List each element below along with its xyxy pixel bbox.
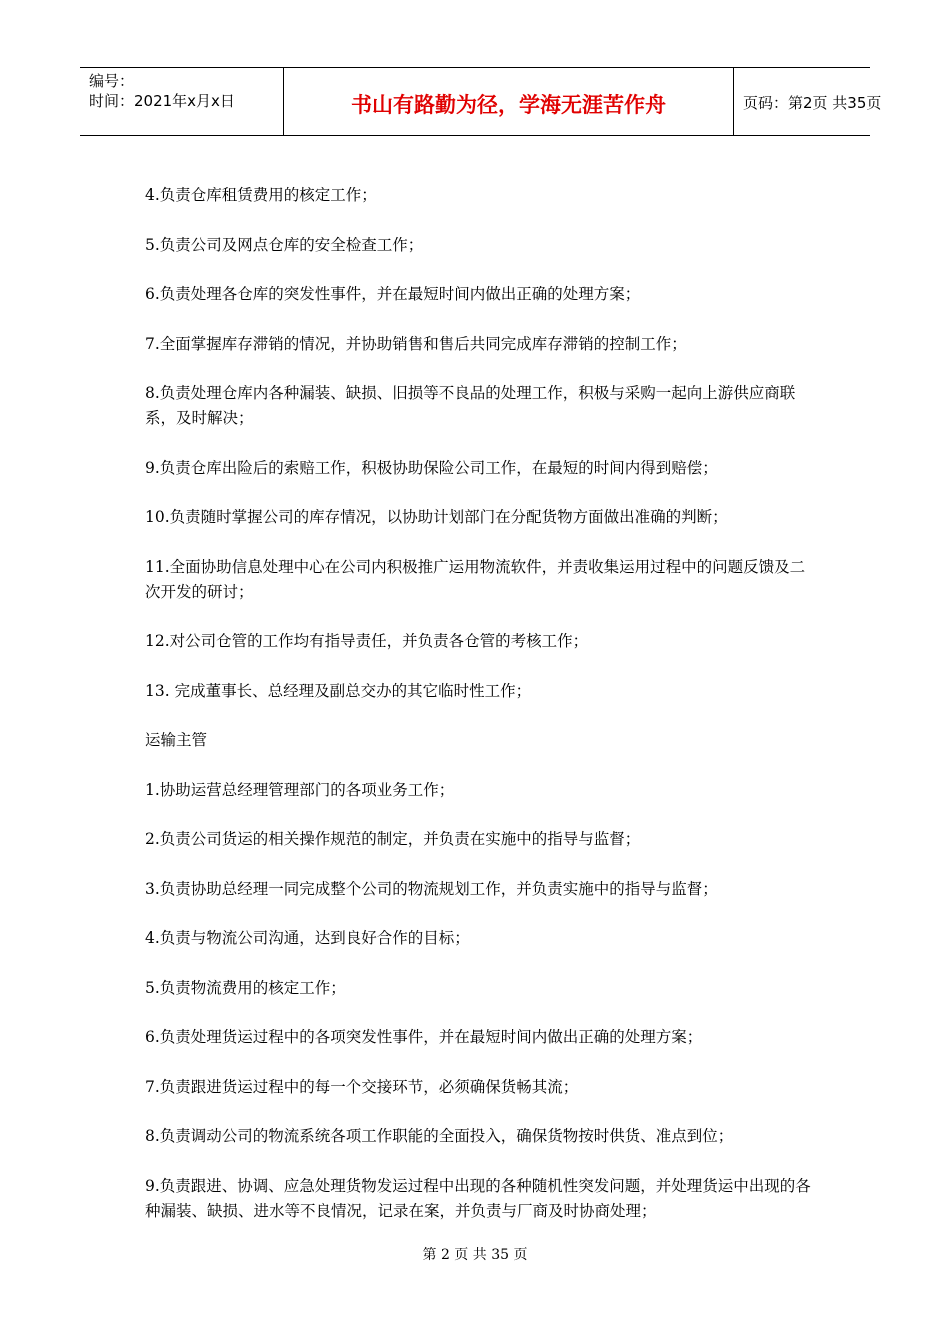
paragraph: 1.协助运营总经理管理部门的各项业务工作； bbox=[145, 780, 455, 799]
paragraph: 11.全面协助信息处理中心在公司内积极推广运用物流软件，并责收集运用过程中的问题反馈及二次开发的研讨； bbox=[145, 557, 806, 601]
paragraph: 9.负责跟进、协调、应急处理货物发运过程中出现的各种随机性突发问题，并处理货运中出现的各种漏装、缺损、进水等不良情况，记录在案，并负责与厂商及时协商处理； bbox=[145, 1176, 811, 1220]
section-heading: 运输主管 bbox=[145, 731, 208, 749]
header-page-cell bbox=[734, 68, 882, 135]
paragraph: 7.全面掌握库存滞销的情况，并协助销售和售后共同完成库存滞销的控制工作； bbox=[145, 334, 687, 353]
paragraph: 2.负责公司货运的相关操作规范的制定，并负责在实施中的指导与监督； bbox=[145, 830, 641, 848]
header-meta-cell bbox=[80, 68, 283, 135]
page-footer-number: 第 2 页 共 35 页 bbox=[422, 1247, 528, 1263]
document-body bbox=[145, 183, 815, 1248]
paragraph: 13. 完成董事长、总经理及副总交办的其它临时性工作； bbox=[145, 681, 532, 700]
paragraph: 5.负责物流费用的核定工作； bbox=[145, 978, 346, 997]
header-motto: 书山有路勤为径，学海无涯苦作舟 bbox=[351, 93, 666, 117]
paragraph: 12.对公司仓管的工作均有指导责任，并负责各仓管的考核工作； bbox=[145, 632, 589, 650]
paragraph: 6.负责处理各仓库的突发性事件，并在最短时间内做出正确的处理方案； bbox=[145, 285, 641, 303]
header-motto-cell bbox=[283, 68, 734, 135]
paragraph: 9.负责仓库出险后的索赔工作，积极协助保险公司工作，在最短的时间内得到赔偿； bbox=[145, 458, 718, 477]
paragraph: 10.负责随时掌握公司的库存情况，以协助计划部门在分配货物方面做出准确的判断； bbox=[145, 508, 728, 526]
paragraph: 6.负责处理货运过程中的各项突发性事件，并在最短时间内做出正确的处理方案； bbox=[145, 1028, 703, 1046]
page-header bbox=[80, 67, 882, 136]
paragraph: 3.负责协助总经理一同完成整个公司的物流规划工作，并负责实施中的指导与监督； bbox=[145, 879, 718, 898]
document-number-label: 编号： bbox=[89, 72, 135, 90]
paragraph: 7.负责跟进货运过程中的每一个交接环节，必须确保货畅其流； bbox=[145, 1077, 579, 1096]
paragraph: 8.负责调动公司的物流系统各项工作职能的全面投入，确保货物按时供货、准点到位； bbox=[145, 1127, 734, 1145]
document-date: 时间：2021年x月x日 bbox=[89, 92, 235, 110]
header-page-info: 页码：第2页 共35页 bbox=[743, 94, 882, 112]
paragraph: 4.负责仓库租赁费用的核定工作； bbox=[145, 186, 377, 204]
paragraph: 4.负责与物流公司沟通，达到良好合作的目标； bbox=[145, 929, 470, 947]
paragraph: 5.负责公司及网点仓库的安全检查工作； bbox=[145, 235, 424, 254]
paragraph: 8.负责处理仓库内各种漏装、缺损、旧损等不良品的处理工作，积极与采购一起向上游供应商联系，及时解决； bbox=[145, 384, 796, 427]
